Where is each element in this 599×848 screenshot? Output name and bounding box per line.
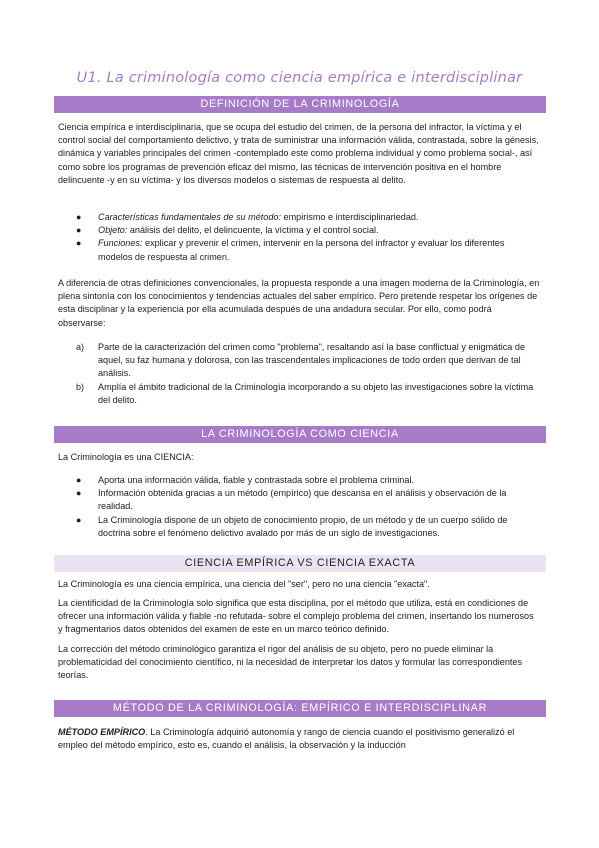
definition-paragraph-2: A diferencia de otras definiciones convencionales, la propuesta responde a una imagen moderna de la Criminología, en plena sintonía con los conocimientos y tendencias actuales del saber empírico. Pero pretende respetar los orígenes de esta disciplinar y la experiencia por ella acumulada después de una andadura secular. Por ello, como podrá observarse: [58, 278, 540, 328]
list-item [76, 224, 541, 237]
bullet-label: Funciones: [98, 238, 143, 249]
definition-bullet-list [76, 211, 541, 264]
list-text: Parte de la caracterización del crimen como "problema", resaltando así la base conflictual y enigmática de aquel, su faz humana y dolorosa, con las trascendentales implicaciones de todo orden que derivan de tal análisis. [98, 342, 526, 379]
list-item [76, 237, 541, 263]
list-item [76, 341, 541, 381]
section-heading-definicion: DEFINICIÓN DE LA CRIMINOLOGÍA [54, 96, 546, 113]
list-marker: a) [76, 342, 85, 352]
section-heading-ciencia: LA CRIMINOLOGÍA COMO CIENCIA [54, 426, 546, 443]
empirica-paragraph-1: La Criminología es una ciencia empírica, una ciencia del "ser", pero no una ciencia "exacta". [58, 579, 430, 589]
list-item [76, 381, 541, 407]
section-heading-metodo: MÉTODO DE LA CRIMINOLOGÍA: EMPÍRICO E INTERDISCIPLINAR [54, 700, 546, 717]
list-item [76, 487, 541, 513]
bullet-text: Aporta una información válida, fiable y contrastada sobre el problema criminal. [98, 475, 414, 485]
definition-lettered-list [76, 341, 541, 407]
bullet-text: Información obtenida gracias a un método (empírico) que descansa en el análisis y observación de la realidad. [98, 488, 507, 512]
empirica-paragraph-3: La corrección del método criminológico garantiza el rigor del análisis de su objeto, pero no puede eliminar la problematicidad del conocimiento científico, ni la necesidad de interpretar los datos y formular las correspondientes teorías. [58, 644, 523, 681]
metodo-paragraph [58, 726, 540, 752]
definition-paragraph: Ciencia empírica e interdisciplinaria, que se ocupa del estudio del crimen, de la persona del infractor, la víctima y el control social del comportamiento delictivo, y trata de suministrar una información válida, contrastada, sobre la génesis, dinámica y variables principales del crimen -contemplado este como problema individual y como problema social-, así como sobre los programas de prevención eficaz del mismo, las técnicas de intervención positiva en el hombre delincuente -y en su víctima- y los diversos modelos o sistemas de respuesta al delito. [58, 122, 539, 185]
bullet-icon: ● [76, 475, 82, 485]
bullet-text: explicar y prevenir el crimen, intervenir en la persona del infractor y evaluar los diferentes modelos de respuesta al crimen. [98, 238, 505, 262]
list-marker: b) [76, 381, 85, 392]
metodo-text: . La Criminología adquirió autonomía y rango de ciencia cuando el positivismo generalizó el empleo del método empírico, esto es, cuando el análisis, la observación y la inducción [58, 727, 515, 751]
bullet-text: empirismo e interdisciplinariedad. [280, 212, 419, 222]
section-heading-empirica: CIENCIA EMPÍRICA VS CIENCIA EXACTA [54, 555, 546, 572]
empirica-paragraph-2: La cientificidad de la Criminología solo significa que esta disciplina, por el método que utiliza, está en condiciones de ofrecer una información válida y fiable -no refutada- sobre el complejo problema del crimen, insertando los numerosos y fragmentarios datos obtenidos del examen de este en un marco teórico definido. [58, 598, 534, 635]
metodo-label: MÉTODO EMPÍRICO [58, 727, 146, 737]
bullet-icon: ● [76, 514, 82, 525]
page-title: U1. La criminología como ciencia empírica e interdisciplinar [76, 70, 523, 86]
bullet-icon: ● [76, 488, 82, 499]
bullet-text: análisis del delito, el delincuente, la víctima y el control social. [127, 225, 379, 236]
list-item [76, 211, 541, 224]
list-item [76, 514, 541, 540]
bullet-icon: ● [76, 238, 82, 249]
bullet-text: La Criminología dispone de un objeto de conocimiento propio, de un método y de un cuerpo sólido de doctrina sobre el fenómeno delictivo avalado por más de un siglo de investigaciones. [98, 514, 508, 538]
ciencia-intro: La Criminología es una CIENCIA: [58, 452, 194, 462]
list-item [76, 474, 541, 487]
bullet-icon: ● [76, 212, 82, 222]
ciencia-bullet-list [76, 474, 541, 540]
list-text: Amplía el ámbito tradicional de la Criminología incorporando a su objeto las investigaciones sobre la víctima del delito. [98, 381, 534, 405]
bullet-label: Objeto: [98, 225, 128, 236]
bullet-label: Características fundamentales de su método: [98, 212, 281, 222]
bullet-icon: ● [76, 225, 82, 236]
